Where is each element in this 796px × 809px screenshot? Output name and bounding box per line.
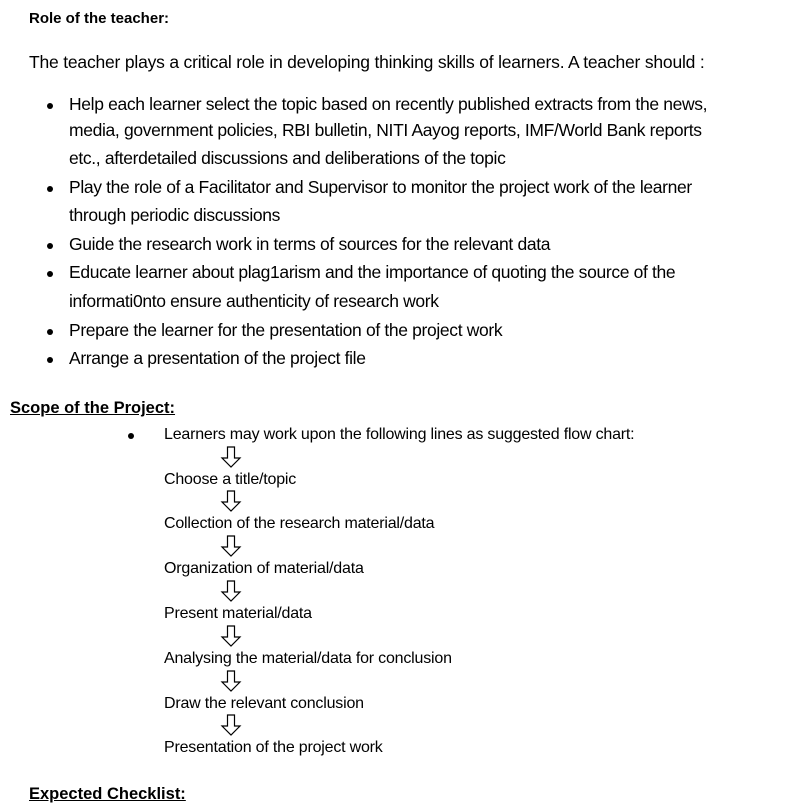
bullet-icon [47,357,53,363]
bullet-icon [128,433,134,439]
list-item-line: through periodic discussions [69,205,281,225]
checklist-heading: Expected Checklist: [29,785,186,803]
role-heading: Role of the teacher: [29,10,170,27]
bullet-icon [47,186,53,192]
list-item-line: etc., afterdetailed discussions and deliberations of the topic [69,148,506,168]
list-item-line: Play the role of a Facilitator and Supervisor to monitor the project work of the learner [69,177,692,197]
bullet-icon [47,329,53,335]
list-item-line: Prepare the learner for the presentation of the project work [69,320,503,340]
flow-step: Draw the relevant conclusion [164,695,364,712]
list-item-line: media, government policies, RBI bulletin, NITI Aayog reports, IMF/World Bank reports [69,120,702,140]
list-item-line: informati0nto ensure authenticity of research work [69,291,439,311]
list-item-line: Guide the research work in terms of sources for the relevant data [69,234,551,254]
down-arrow-icon [220,580,242,602]
scope-bullet-text: Learners may work upon the following lines as suggested flow chart: [164,426,635,443]
role-intro: The teacher plays a critical role in developing thinking skills of learners. A teacher should : [29,52,705,72]
list-item-line: Help each learner select the topic based on recently published extracts from the news, [69,94,708,114]
down-arrow-icon [220,490,242,512]
flow-step: Collection of the research material/data [164,515,435,532]
bullet-icon [47,103,53,109]
scope-heading: Scope of the Project: [10,399,176,417]
flow-step: Organization of material/data [164,560,364,577]
flow-step: Choose a title/topic [164,471,297,488]
flow-step: Presentation of the project work [164,739,383,756]
bullet-icon [47,271,53,277]
down-arrow-icon [220,714,242,736]
flow-step: Present material/data [164,605,312,622]
down-arrow-icon [220,670,242,692]
flow-step: Analysing the material/data for conclusion [164,650,452,667]
down-arrow-icon [220,625,242,647]
list-item-line: Arrange a presentation of the project file [69,348,366,368]
bullet-icon [47,243,53,249]
list-item-line: Educate learner about plag1arism and the importance of quoting the source of the [69,262,676,282]
down-arrow-icon [220,446,242,468]
down-arrow-icon [220,535,242,557]
